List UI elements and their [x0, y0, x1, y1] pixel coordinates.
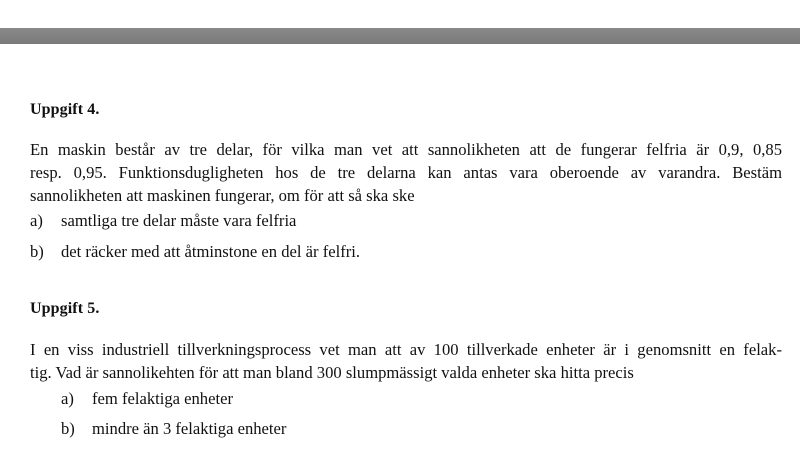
task-4-line-1: En maskin består av tre delar, för vilka man vet att sannolikheten att de fungerar felfria är 0,9, 0,85	[30, 140, 782, 159]
task-4-item-b-marker: b)	[30, 242, 44, 261]
task-5-line-2: tig. Vad är sannolikehten för att man bland 300 slumpmässigt valda enheter ska hitta precis	[30, 363, 634, 382]
task-4-line-2: resp. 0,95. Funktionsdugligheten hos de tre delarna kan antas vara oberoende av varandra. Bestäm	[30, 163, 782, 182]
task-5-heading: Uppgift 5.	[30, 300, 100, 317]
task-4-line-3: sannolikheten att maskinen fungerar, om för att så ska ske	[30, 186, 415, 205]
task-4-item-b	[30, 242, 361, 261]
task-4-item-a	[30, 211, 297, 230]
task-5-paragraph	[30, 338, 782, 384]
task-4-heading: Uppgift 4.	[30, 101, 100, 118]
task-5-item-b	[61, 419, 287, 438]
task-4-item-a-marker: a)	[30, 211, 43, 230]
task-5-item-a	[61, 389, 233, 408]
task-4-paragraph	[30, 138, 782, 207]
task-5-item-b-text: mindre än 3 felaktiga enheter	[92, 419, 287, 438]
task-4-item-a-text: samtliga tre delar måste vara felfria	[61, 211, 297, 230]
task-4-item-b-text: det räcker med att åtminstone en del är felfri.	[61, 242, 361, 261]
task-5-item-a-marker: a)	[61, 389, 74, 408]
task-5-line-1: I en viss industriell tillverkningsprocess vet man att av 100 tillverkade enheter är i genomsnitt en felak-	[30, 340, 782, 359]
top-toolbar-bar	[0, 28, 800, 44]
task-5-item-a-text: fem felaktiga enheter	[92, 389, 233, 408]
task-5-item-b-marker: b)	[61, 419, 75, 438]
